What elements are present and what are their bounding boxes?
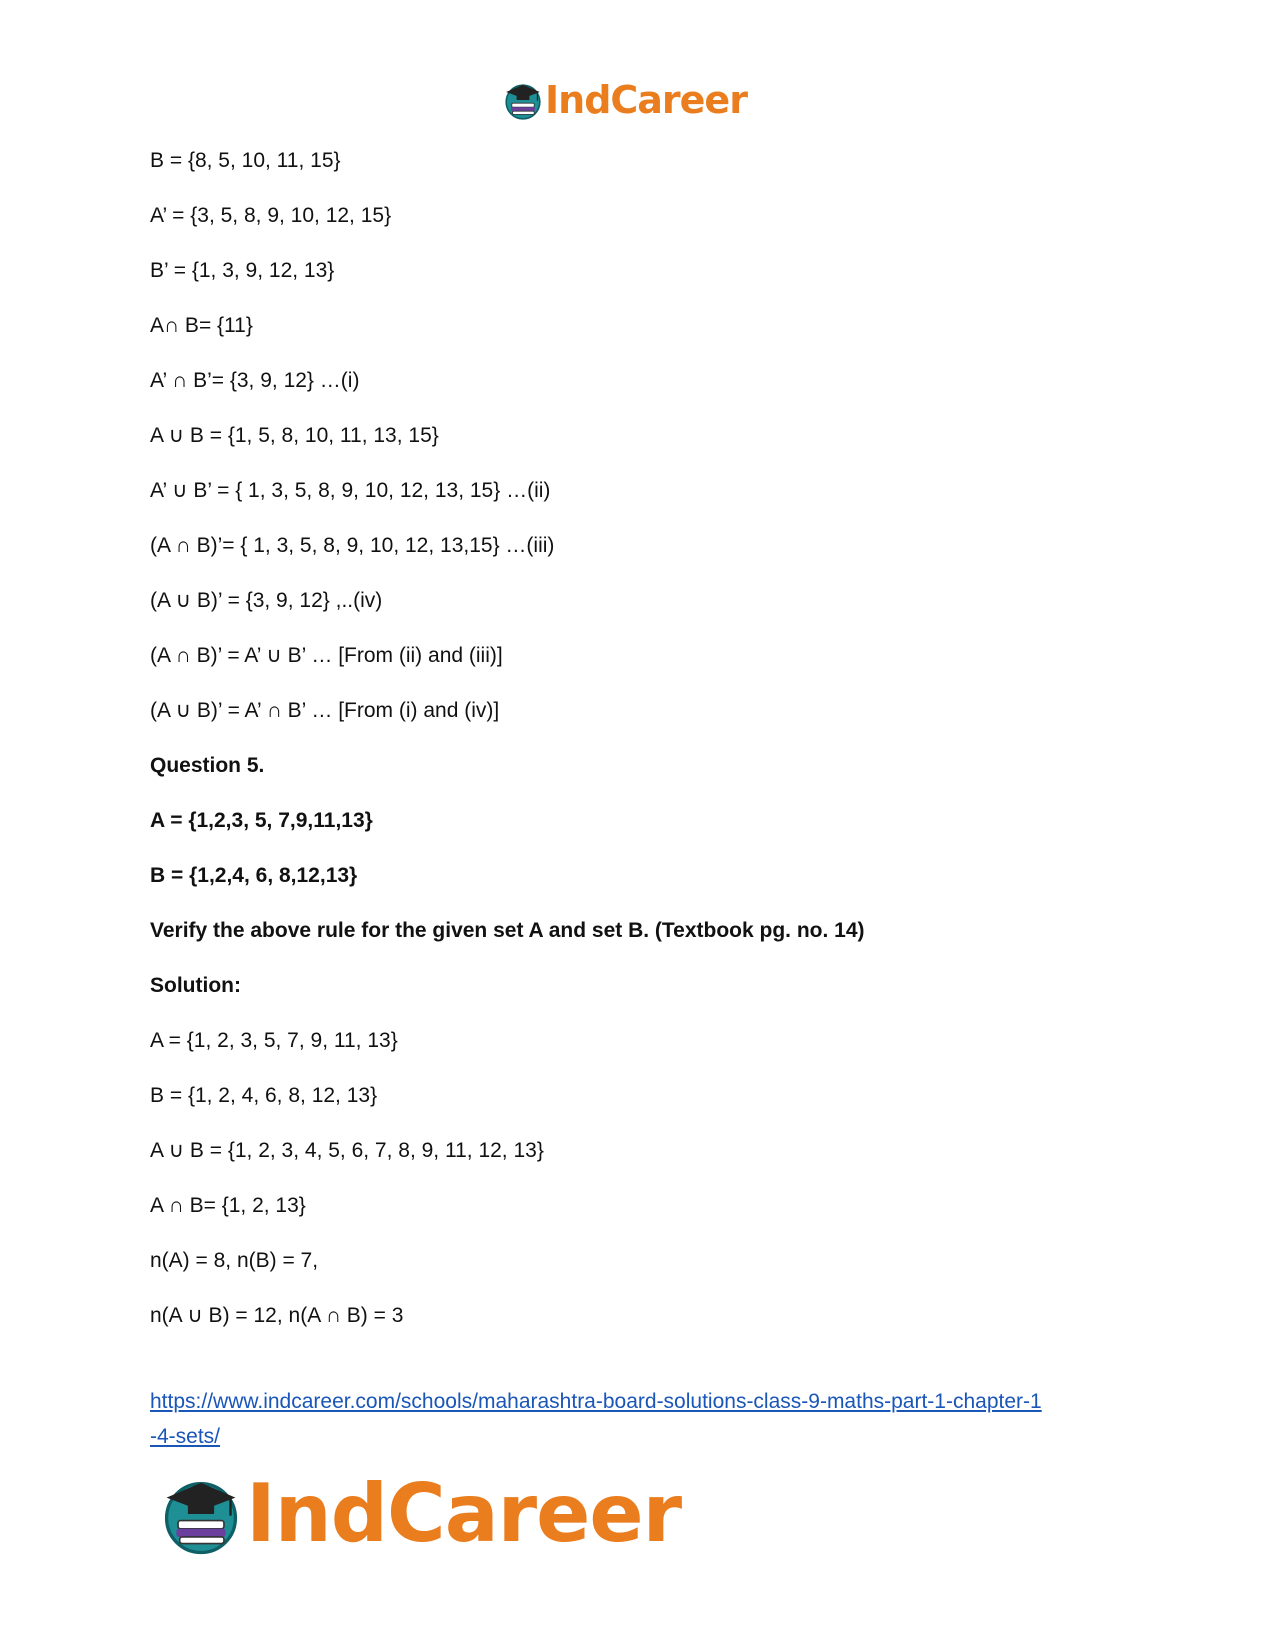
brand-name: IndCareer xyxy=(246,1467,682,1560)
document-body xyxy=(150,146,1150,1356)
text-line: A’ ∪ B’ = { 1, 3, 5, 8, 9, 10, 12, 13, 15} …(ii) xyxy=(150,479,551,502)
text-line: B = {1, 2, 4, 6, 8, 12, 13} xyxy=(150,1084,378,1107)
text-line: A ∪ B = {1, 5, 8, 10, 11, 13, 15} xyxy=(150,424,439,447)
text-line: A = {1, 2, 3, 5, 7, 9, 11, 13} xyxy=(150,1029,398,1052)
text-line: B’ = {1, 3, 9, 12, 13} xyxy=(150,259,335,282)
text-line: (A ∩ B)’= { 1, 3, 5, 8, 9, 10, 12, 13,15} …(iii) xyxy=(150,534,555,557)
text-line: A’ ∩ B’= {3, 9, 12} …(i) xyxy=(150,369,360,392)
text-line: A ∪ B = {1, 2, 3, 4, 5, 6, 7, 8, 9, 11, 12, 13} xyxy=(150,1139,544,1162)
source-link[interactable] xyxy=(150,1384,1150,1454)
text-line: B = {8, 5, 10, 11, 15} xyxy=(150,149,341,172)
footer-logo xyxy=(160,1467,682,1560)
text-line: (A ∪ B)’ = {3, 9, 12} ,..(iv) xyxy=(150,589,383,612)
source-link-line-1: https://www.indcareer.com/schools/maharashtra-board-solutions-class-9-maths-part-1-chapter-1 xyxy=(150,1390,1042,1413)
text-line: n(A) = 8, n(B) = 7, xyxy=(150,1249,319,1272)
text-line: (A ∪ B)’ = A’ ∩ B’ … [From (i) and (iv)] xyxy=(150,699,500,722)
solution-heading: Solution: xyxy=(150,974,241,997)
brand-name: IndCareer xyxy=(545,78,747,122)
question-set-b: B = {1,2,4, 6, 8,12,13} xyxy=(150,864,358,887)
graduation-cap-books-globe-icon xyxy=(503,80,543,120)
graduation-cap-books-globe-icon xyxy=(160,1473,242,1555)
text-line: A’ = {3, 5, 8, 9, 10, 12, 15} xyxy=(150,204,392,227)
header-logo xyxy=(503,80,747,120)
text-line: n(A ∪ B) = 12, n(A ∩ B) = 3 xyxy=(150,1304,404,1327)
text-line: A ∩ B= {1, 2, 13} xyxy=(150,1194,306,1217)
text-line: A∩ B= {11} xyxy=(150,314,253,337)
question-heading: Question 5. xyxy=(150,754,265,777)
question-set-a: A = {1,2,3, 5, 7,9,11,13} xyxy=(150,809,373,832)
question-prompt: Verify the above rule for the given set A and set B. (Textbook pg. no. 14) xyxy=(150,919,865,942)
source-link-line-2: -4-sets/ xyxy=(150,1425,221,1448)
text-line: (A ∩ B)’ = A’ ∪ B’ … [From (ii) and (iii)] xyxy=(150,644,503,667)
